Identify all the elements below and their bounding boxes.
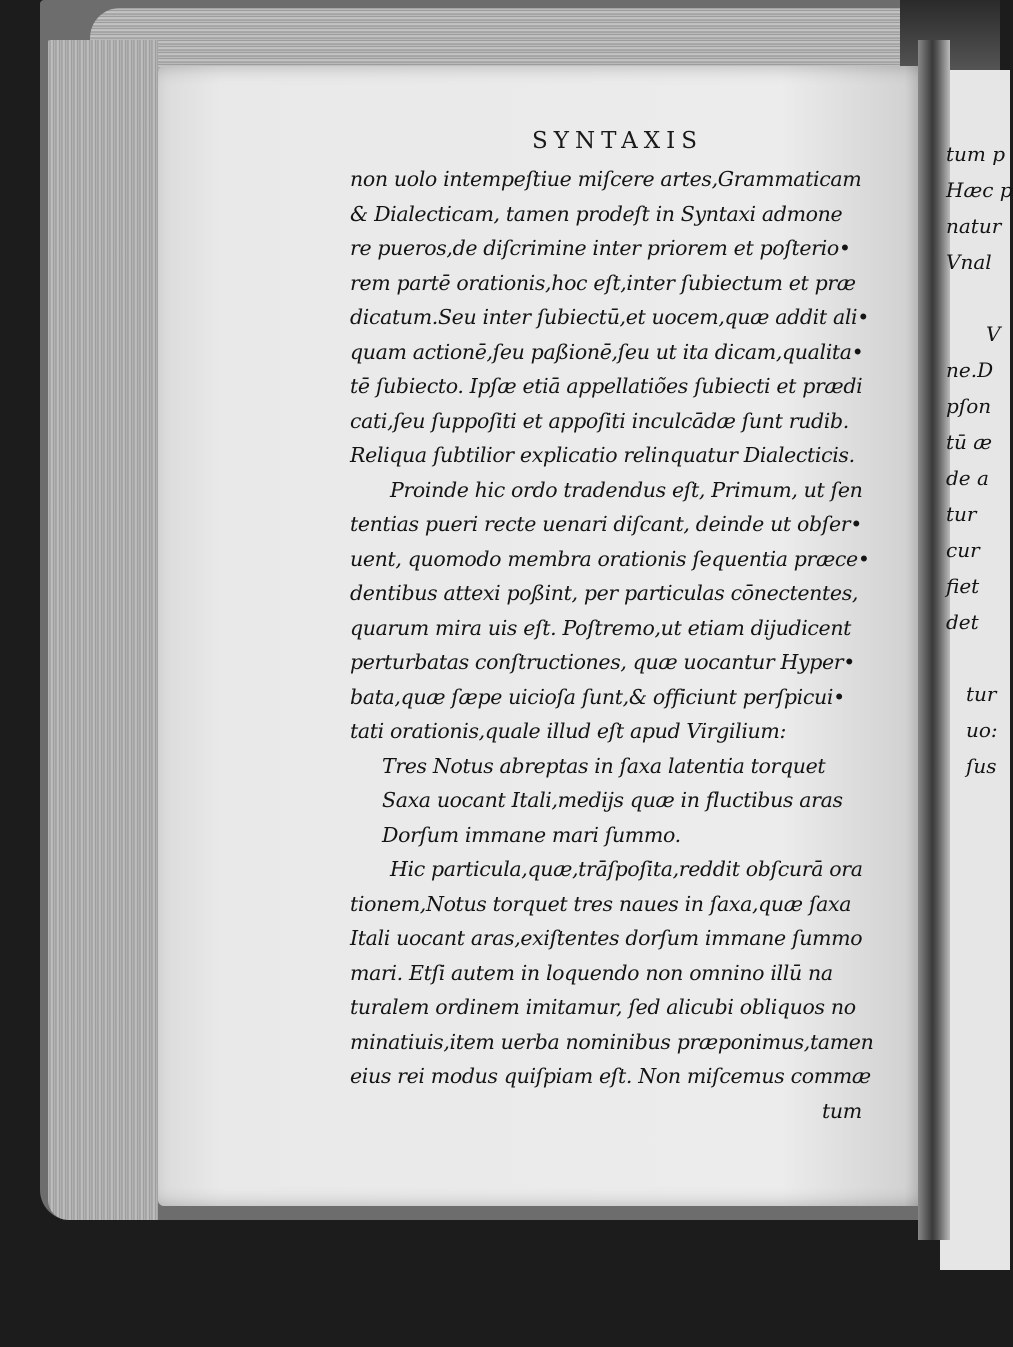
text-line: eius rei modus quiſpiam eſt. Non miſcemus commæ xyxy=(350,1064,871,1088)
text-line: Proinde hic ordo tradendus eſt, Primum, ut ſen xyxy=(390,477,863,502)
facing-text-line: de a xyxy=(946,466,989,490)
text-line: tati orationis,quale illud eſt apud Virgilium: xyxy=(350,719,787,743)
book-top-edges xyxy=(90,8,940,70)
facing-page-text xyxy=(946,136,1013,784)
facing-text-line: ſus xyxy=(966,754,997,778)
text-line: turalem ordinem imitamur, ſed alicubi obliquos no xyxy=(350,995,856,1019)
text-line: uent, quomodo membra orationis ſequentia præce• xyxy=(350,546,870,571)
verse-line: Saxa uocant Itali,medijs quæ in fluctibus aras xyxy=(382,788,843,812)
verse-line: Dorſum immane mari ſummo. xyxy=(382,822,681,847)
facing-text-line: natur xyxy=(946,214,1002,238)
text-line: Itali uocant aras,exiſtentes dorſum immane ſummo xyxy=(350,926,863,950)
facing-text-line: det xyxy=(946,610,979,634)
facing-text-line: fiet xyxy=(946,574,980,598)
catchword: tum xyxy=(822,1098,862,1123)
text-line: perturbatas conſtructiones, quæ uocantur Hyper• xyxy=(350,650,855,674)
text-line: dentibus attexi poßint, per particulas cōnectentes, xyxy=(350,581,859,605)
verse-line: Tres Notus abreptas in ſaxa latentia torquet xyxy=(382,753,826,778)
text-line: bata,quæ ſæpe uicioſa ſunt,& officiunt perſpicui• xyxy=(350,684,845,709)
facing-text-line: tur xyxy=(946,502,977,526)
text-line: tionem,Notus torquet tres naues in ſaxa,quæ ſaxa xyxy=(350,891,852,916)
text-line: dicatum.Seu inter ſubiectū,et uocem,quæ addit ali• xyxy=(350,305,869,329)
book-fore-edges xyxy=(48,40,158,1220)
facing-text-line: Vnal xyxy=(946,250,992,274)
facing-text-line: uo: xyxy=(966,718,998,742)
running-head: SYNTAXIS xyxy=(532,128,703,154)
body-text xyxy=(350,162,910,1128)
facing-text-line xyxy=(946,640,1006,676)
text-line: non uolo intempeſtiue miſcere artes,Grammaticam xyxy=(350,167,862,191)
text-line: Reliqua ſubtilior explicatio relinquatur Dialecticis. xyxy=(350,443,855,467)
facing-text-line: pſon xyxy=(946,394,992,418)
text-line: Hic particula,quæ,trāſpoſita,reddit obſcurā ora xyxy=(390,857,863,881)
facing-text-line: ne.D xyxy=(946,358,994,382)
facing-text-line: V xyxy=(986,322,1001,346)
text-line: quarum mira uis eſt. Poſtremo,ut etiam dijudicent xyxy=(350,615,852,640)
facing-text-line: Hæc p xyxy=(946,178,1013,202)
facing-text-line xyxy=(946,280,1006,316)
text-line: mari. Etſi autem in loquendo non omnino illū na xyxy=(350,960,833,985)
facing-text-line: tum p xyxy=(946,142,1006,166)
facing-text-line: cur xyxy=(946,538,980,562)
facing-text-line: tū æ xyxy=(946,430,993,454)
text-line: rem partē orationis,hoc eſt,inter ſubiectum et præ xyxy=(350,270,856,295)
text-line: tē ſubiecto. Ipſæ etiā appellatiões ſubiecti et prædi xyxy=(350,374,863,398)
text-line: & Dialecticam, tamen prodeſt in Syntaxi admone xyxy=(350,201,843,226)
text-line: re pueros,de diſcrimine inter priorem et poſterio• xyxy=(350,236,851,260)
text-line: quam actionē,ſeu paßionē,ſeu ut ita dicam,qualita• xyxy=(350,339,864,364)
text-line: minatiuis,item uerba nominibus præponimus,tamen xyxy=(350,1029,874,1054)
text-line: tentias pueri recte uenari diſcant, deinde ut obſer• xyxy=(350,512,862,536)
text-line: cati,ſeu ſuppoſiti et appoſiti inculcādæ ſunt rudib. xyxy=(350,408,849,433)
facing-text-line: tur xyxy=(966,682,997,706)
